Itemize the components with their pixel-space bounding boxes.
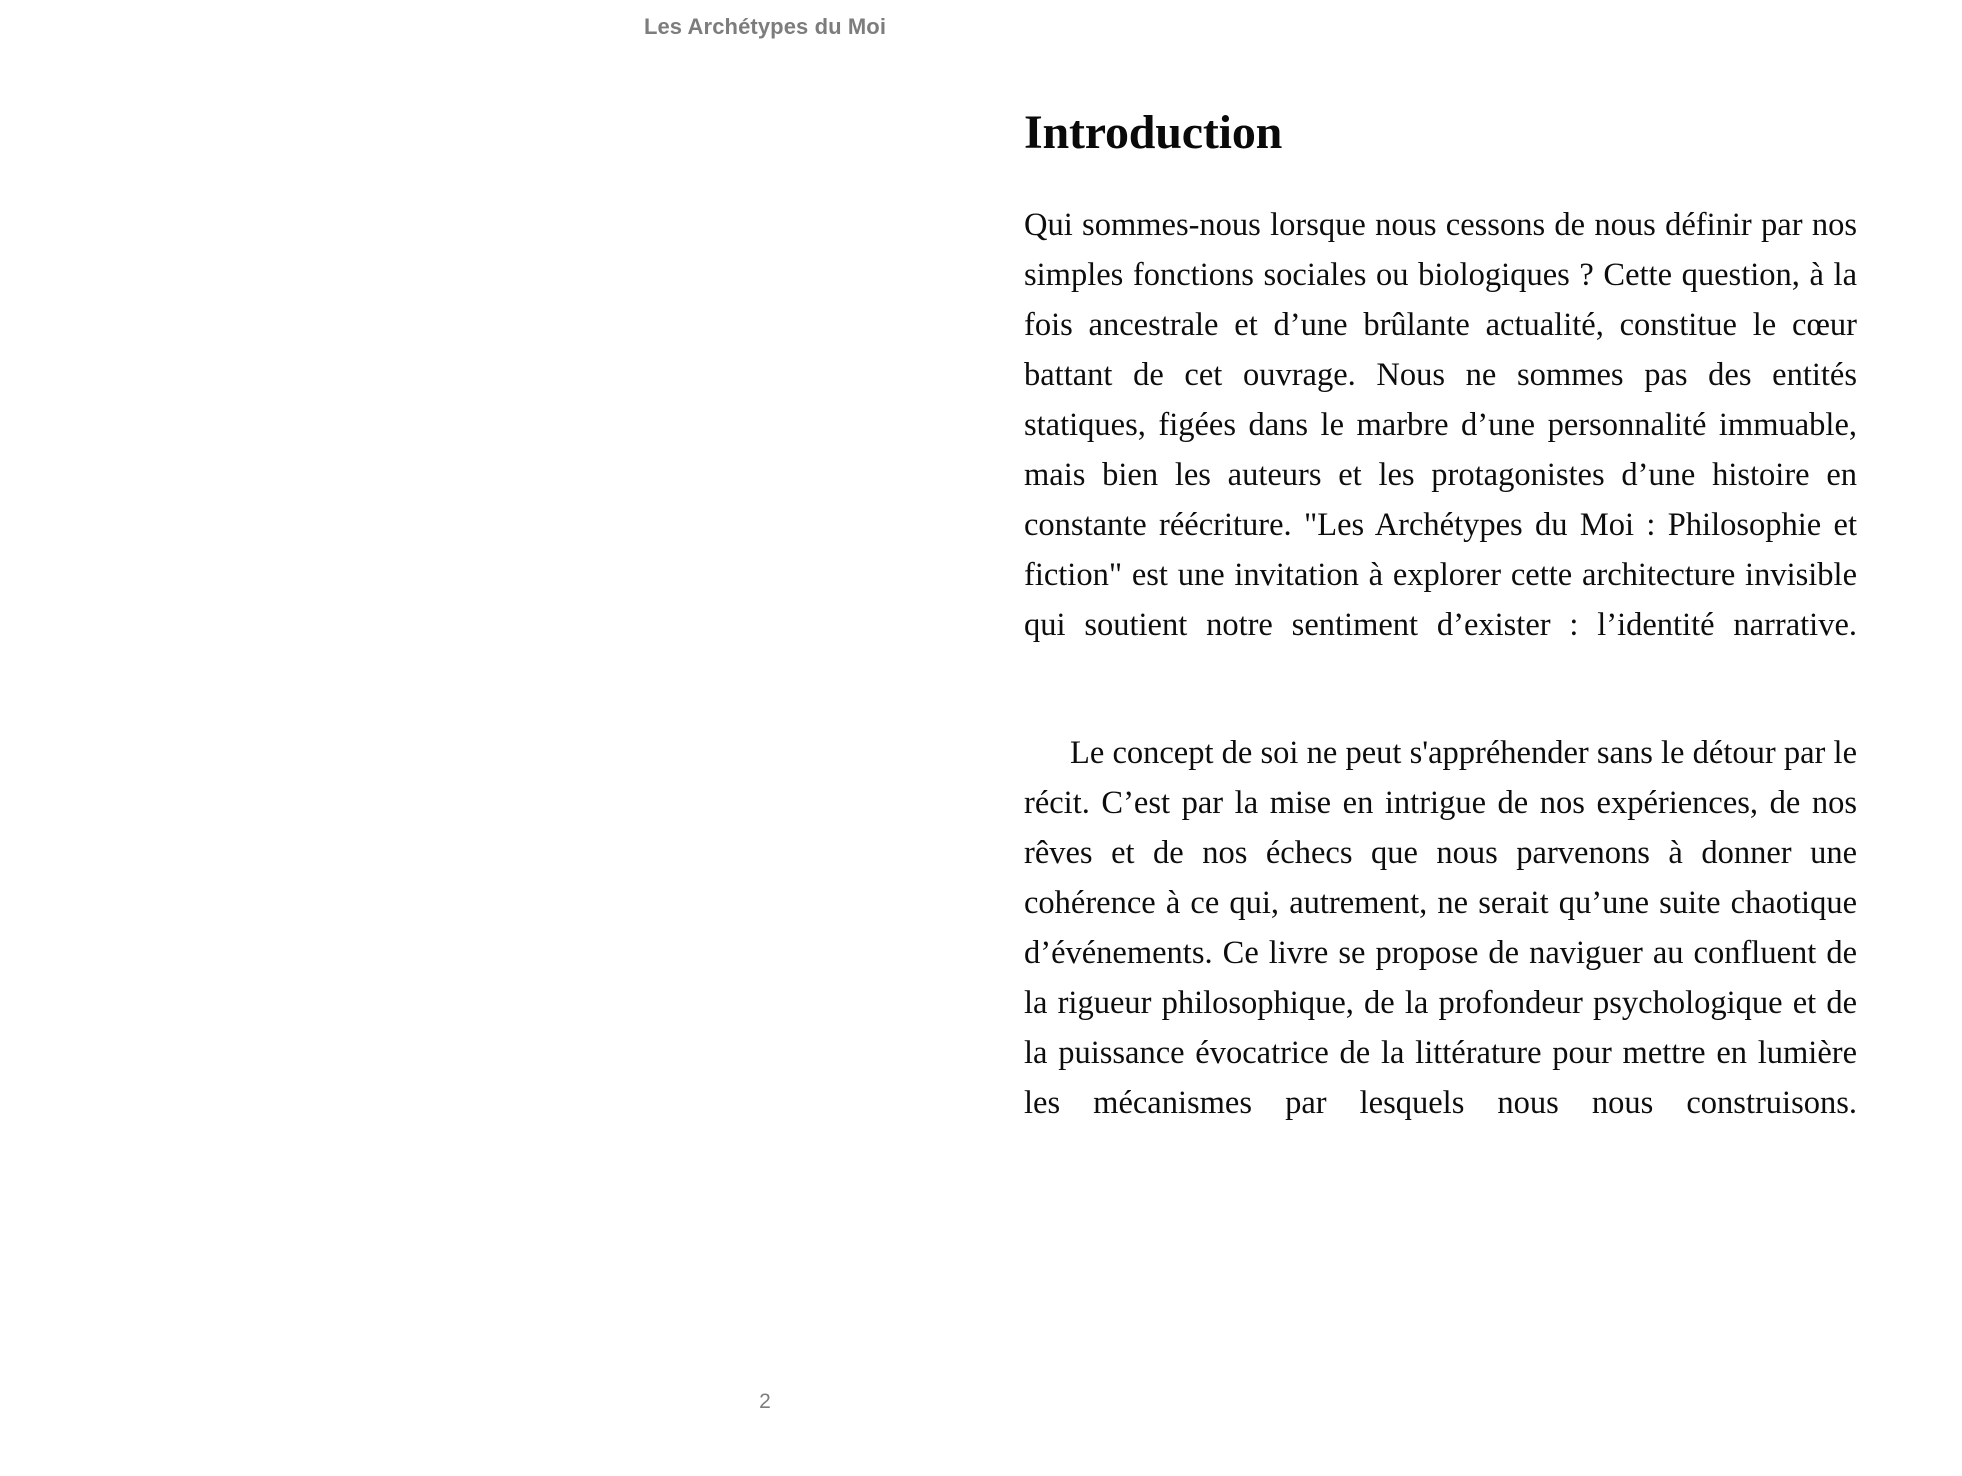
text-column	[1024, 106, 1857, 1178]
running-header: Les Archétypes du Moi	[643, 14, 887, 39]
body-paragraph: Qui sommes-nous lorsque nous cessons de nous définir par nos simples fonctions sociales ou biologiques ? Cette question, à la fois ancestrale et d’une brûlante actualité, constitue le cœur battant de cet ouvrage. Nous ne sommes pas des entités statiques, figées dans le marbre d’une personnalité immuable, mais bien les auteurs et les protagonistes d’une histoire en constante réécriture. "Les Archétypes du Moi : Philosophie et fiction" est une invitation à explorer cette architecture invisible qui soutient notre sentiment d’exister : l’identité narrative.	[1024, 206, 1857, 643]
page-number: 2	[759, 1390, 771, 1413]
body-paragraph: Le concept de soi ne peut s'appréhender sans le détour par le récit. C’est par la mise en intrigue de nos expériences, de nos rêves et de nos échecs que nous parvenons à donner une cohérence à ce qui, autrement, ne serait qu’une suite chaotique d’événements. Ce livre se propose de naviguer au confluent de la rigueur philosophique, de la profondeur psychologique et de la puissance évocatrice de la littérature pour mettre en lumière les mécanismes par lesquels nous nous construisons.	[1024, 734, 1857, 1121]
chapter-heading: Introduction	[1024, 106, 1283, 159]
